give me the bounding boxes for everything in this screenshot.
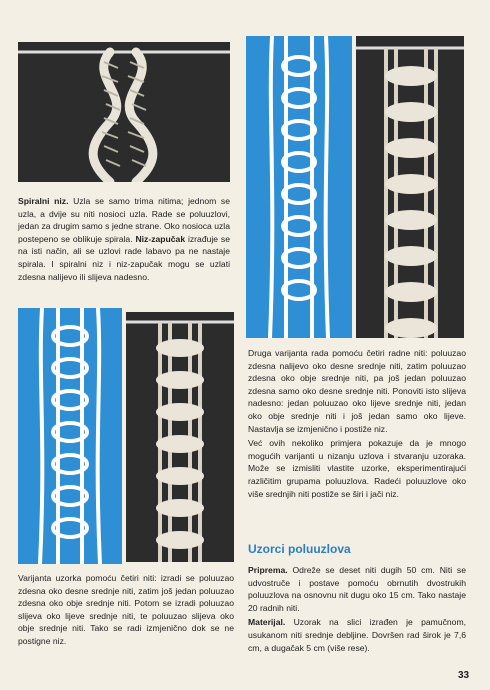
materijal-paragraph [248, 616, 466, 654]
examples-paragraph: Već ovih nekoliko primjera pokazuje da je mnogo mogućih varijanti u nizanju uzlova i stvaranju uzoraka. Može se izmisliti vlastite uzorke, eksperimentirajući različitim grupama poluuzlova. Radeći poluuzlove oko više srednjih niti postiže se širi i jači niz. [248, 438, 466, 499]
term-materijal: Materijal. [248, 617, 286, 628]
page-number: 33 [458, 670, 470, 681]
second-variant-paragraph: Druga varijanta rada pomoću četiri radne niti: poluuzao zdesna nalijevo oko desne srednje niti, zatim poluuzao zdesna oko obje srednje niti, pa još jedan poluuzao zdesna samo oko desne srednje niti. Ponoviti isto slijeva nadesno: jedan poluuzao oko lijeve srednje niti, jedan oko obje srednje niti i još jedan samo oko lijeve. Nastavlja se izmjenično i postiže niz. [248, 348, 466, 434]
section-heading: Uzorci poluuzlova [248, 542, 351, 556]
variant-four-threads-paragraph [18, 572, 234, 650]
photo-four-thread-variant-1 [356, 36, 464, 338]
spiral-niz-paragraph [18, 195, 230, 285]
priprema-text: Odreže se deset niti dugih 50 cm. Niti se udvostruče i postave pomoću obrnutih dvostrukih poluuzlova na osnovnu nit dugu oko 15 cm. Tako nastaje 20 radnih niti. [248, 565, 466, 613]
second-variant-column [248, 347, 466, 502]
diagram-four-thread-variant-1 [246, 36, 352, 338]
spiral-text-2: izrađuje se na isti način, ali se uzlovi rade labavo pa ne nastaje spirala. I spiralni niz i niz-zapučak mogu se uzlati zdesna nalijevo ili slijeva nadesno. [18, 233, 230, 282]
photo-spiral-knots [18, 42, 230, 182]
term-priprema: Priprema. [248, 565, 288, 575]
variant-left-text: Varijanta uzorka pomoću četiri niti: izradi se poluuzao zdesna oko desne srednje niti, zatim još jedan poluuzao zdesna oko obje srednje niti. Potom se izradi poluuzao slijeva oko lijeve srednje niti, te poluuzao slijeva oko obje srednje niti. Tako se radi izmjenično dok se ne postigne niz. [18, 573, 234, 646]
braided-cord-illustration-2 [126, 312, 234, 562]
braided-cord-illustration-1 [356, 36, 464, 338]
spiral-cords-illustration [18, 42, 230, 182]
materijal-text: Uzorak na slici izrađen je pamučnom, usukanom niti srednje debljine. Dovršen rad širok je 7,6 cm, a dugačak 5 cm (više rese). [248, 617, 466, 653]
diagram-four-thread-variant-2 [18, 308, 122, 564]
term-niz-zapucak: Niz-zapučak [135, 233, 186, 244]
term-spiralni-niz: Spiralni niz. [18, 196, 69, 206]
knot-diagram-2 [18, 308, 122, 564]
knot-diagram-1 [246, 36, 352, 338]
spiral-text-1: Uzla se samo trima nitima; jednom se uzla, a dvije su niti nosioci uzla. Rade se poluuzlovi, jedan za drugim samo s jedne strane. Oko nosioca uzla postepeno se oblikuje spirala. [18, 196, 230, 244]
priprema-paragraph [248, 564, 466, 614]
photo-four-thread-variant-2 [126, 312, 234, 562]
preparation-materials-column [248, 564, 466, 656]
